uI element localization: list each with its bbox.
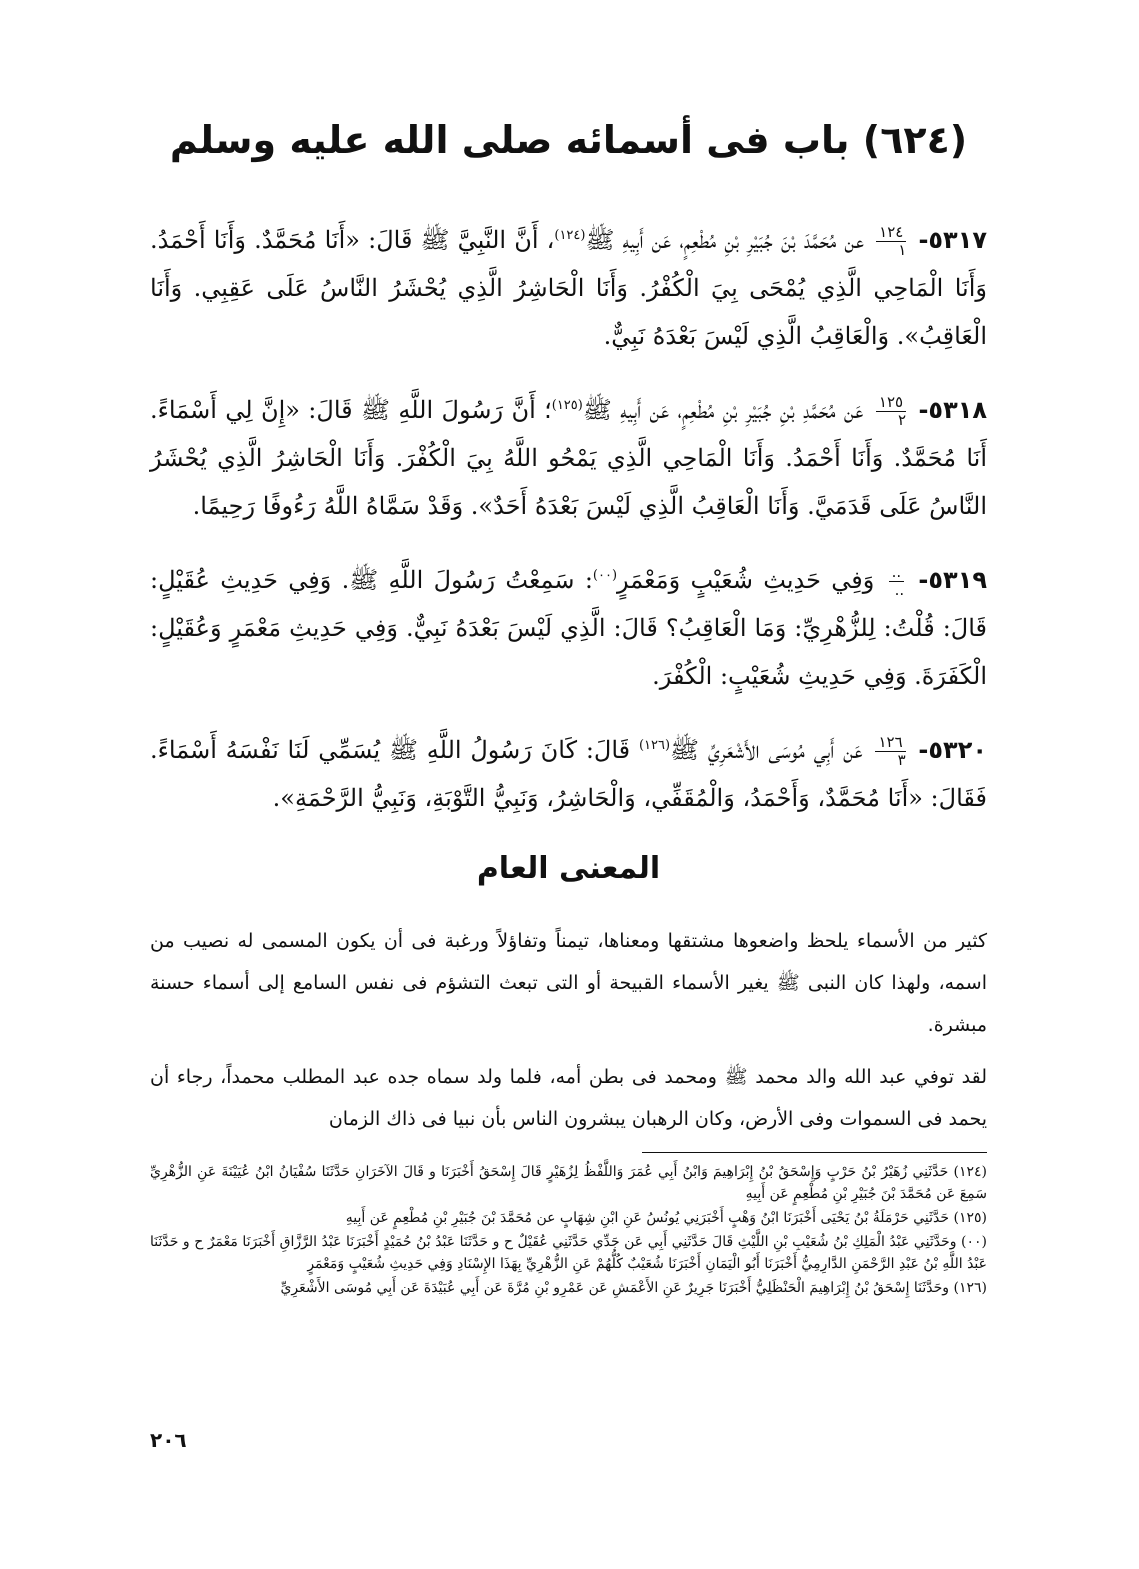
hadith-isnad: عن مُحَمَّدَ بْنَ جُبَيْرِ بْنِ مُطْعِمٍ، عَن أَبِيهِ ﷺ	[585, 226, 865, 254]
hadith-text: ؛ أَنَّ رَسُولَ اللَّهِ ﷺ قَالَ: «إِنَّ لِي أَسْمَاءً. أَنَا مُحَمَّدٌ. وَأَنَا أَحْمَدُ. وَأَنَا الْمَاحِي الَّذِي يَمْحُو اللَّهُ بِيَ الْكُفْرَ. وَأَنَا الْحَاشِرُ الَّذِي يُحْشَرُ النَّاسُ عَلَى قَدَمَيَّ. وَأَنَا الْعَاقِبُ الَّذِي لَيْسَ بَعْدَهُ أَحَدٌ». وَقَدْ سَمَّاهُ اللَّهُ رَءُوفًا رَحِيمًا.	[150, 396, 987, 520]
footnote-ref: (١٢٤)	[554, 228, 586, 243]
hadith-fraction	[889, 565, 905, 598]
footnote-124: (١٢٤) حَدَّثَنِي زُهَيْرُ بْنُ حَرْبٍ وَإِسْحَقُ بْنُ إِبْرَاهِيمَ وَابْنُ أَبِي عُمَرَ وَاللَّفْظُ لِزُهَيْرٍ قَالَ إِسْحَقُ أَخْبَرَنَا و قَالَ الآخَرَانِ حَدَّثَنَا سُفْيَانُ ابْنُ عُيَيْنَةَ عَنِ الزُّهْرِيِّ سَمِعَ عَن مُحَمَّدَ بْنَ جُبَيْرِ بْنِ مُطْعِمٍ عَن أَبِيهِ	[150, 1164, 987, 1202]
hadith-fraction	[875, 735, 905, 768]
commentary-paragraph: لقد توفي عبد الله والد محمد ﷺ ومحمد فى بطن أمه، فلما ولد سماه جده عبد المطلب محمداً، رجاء أن يحمد فى السموات وفى الأرض، وكان الرهبان يبشرون الناس بأن نبيا فى ذاك الزمان	[150, 1066, 987, 1130]
fraction-top: ..	[889, 565, 905, 582]
fraction-bottom: ١	[898, 241, 907, 259]
footnote-separator	[642, 1152, 987, 1153]
hadith-number: ٥٣١٨-	[918, 396, 988, 424]
hadith-isnad: عَن أَبِي مُوسَى الأَشْعَرِيِّ ﷺ	[670, 736, 863, 764]
hadith-number: ٥٣١٩-	[918, 566, 987, 594]
hadith-5320	[150, 722, 987, 822]
hadith-fraction	[876, 225, 906, 258]
hadith-text: قَالَ: كَانَ رَسُولُ اللَّهِ ﷺ يُسَمِّي لَنَا نَفْسَهُ أَسْمَاءً. فَقَالَ: «أَنَا مُحَمَّدٌ، وَأَحْمَدُ، وَالْمُقَفِّي، وَالْحَاشِرُ، وَنَبِيُّ التَّوْبَةِ، وَنَبِيُّ الرَّحْمَةِ».	[150, 736, 987, 812]
footnote-ref: (١٢٥)	[551, 398, 583, 413]
chapter-title: (٦٢٤) باب فى أسمائه صلى الله عليه وسلم	[169, 118, 968, 162]
fraction-bottom: ٢	[898, 411, 907, 429]
footnote-126: (١٢٦) وحَدَّثَنَا إِسْحَقُ بْنُ إِبْرَاهِيمَ الْحَنْظَلِيُّ أَخْبَرَنَا جَرِيرٌ عَنِ الأَعْمَشِ عَن عَمْرِو بْنِ مُرَّةَ عَن أَبِي عُبَيْدَةَ عَن أَبِي مُوسَى الأَشْعَرِيِّ	[280, 1280, 987, 1296]
hadith-5318	[150, 382, 987, 530]
fraction-top: ١٢٤	[876, 225, 906, 242]
hadith-isnad: وَفِي حَدِيثِ شُعَيْبٍ وَمَعْمَرٍ	[617, 566, 875, 594]
hadith-5317	[150, 212, 987, 360]
section-title: المعنى العام	[476, 851, 661, 886]
hadith-text: : سَمِعْتُ رَسُولَ اللَّهِ ﷺ. وَفِي حَدِيثِ عُقَيْلٍ: قَالَ: قُلْتُ: لِلزُّهْرِيِّ: وَمَا الْعَاقِبُ؟ قَالَ: الَّذِي لَيْسَ بَعْدَهُ نَبِيٌّ. وَفِي حَدِيثِ مَعْمَرٍ وَعُقَيْلٍ: الْكَفَرَةَ. وَفِي حَدِيثِ شُعَيْبٍ: الْكُفْرَ.	[150, 566, 987, 690]
commentary-paragraph: كثير من الأسماء يلحظ واضعوها مشتقها ومعناها، تيمناً وتفاؤلاً ورغبة فى أن يكون المسمى له نصيب من اسمه، ولهذا كان النبى ﷺ يغير الأسماء القبيحة أو التى تبعث التشؤم فى نفس السامع إلى أسماء حسنة مبشرة.	[150, 930, 987, 1036]
fraction-bottom: ..	[894, 581, 905, 599]
hadith-isnad: عَن مُحَمَّدِ بْنِ جُبَيْرِ بْنِ مُطْعِمٍ، عَن أَبِيهِ ﷺ	[582, 396, 864, 424]
fraction-top: ١٢٥	[876, 395, 906, 412]
footnote-125: (١٢٥) حَدَّثَنِي حَرْمَلَةُ بْنُ يَحْيَى أَخْبَرَنَا ابْنُ وَهْبٍ أَخْبَرَنِي يُونُسُ عَنِ ابْنِ شِهَابٍ عن مُحَمَّدَ بْنَ جُبَيْرِ بْنِ مُطْعِمٍ عَن أَبِيهِ	[345, 1210, 987, 1226]
footnote-00: (٠٠) وحَدَّثَنِي عَبْدُ الْمَلِكِ بْنُ شُعَيْبِ بْنِ اللَّيْثِ قَالَ حَدَّثَنِي أَبِي عَن جَدِّي حَدَّثَنِي عُقَيْلٌ ح و حَدَّثَنَا عَبْدُ بْنُ حُمَيْدٍ أَخْبَرَنَا عَبْدُ الرَّزَّاقِ أَخْبَرَنَا مَعْمَرٌ ح و حَدَّثَنَا عَبْدُ اللَّهِ بْنُ عَبْدِ الرَّحْمَنِ الدَّارِمِيُّ أَخْبَرَنَا أَبُو الْيَمَانِ أَخْبَرَنَا شُعَيْبٌ كُلُّهُمْ عَنِ الزُّهْرِيِّ بِهَذَا الإِسْنَادِ وَفِي حَدِيثِ شُعَيْبٍ وَمَعْمَرٍ	[150, 1234, 987, 1272]
fraction-top: ١٢٦	[875, 735, 905, 752]
hadith-number: ٥٣١٧-	[918, 226, 987, 254]
fraction-bottom: ٣	[897, 751, 906, 769]
hadith-fraction	[876, 395, 906, 428]
footnotes	[150, 1161, 987, 1299]
page-number: ٢٠٦	[150, 1428, 187, 1452]
footnote-ref: (١٢٦)	[638, 738, 671, 753]
hadith-5319	[150, 552, 987, 700]
hadith-number: ٥٣٢٠-	[918, 736, 987, 764]
hadith-text: ، أَنَّ النَّبِيَّ ﷺ قَالَ: «أَنَا مُحَمَّدٌ. وَأَنَا أَحْمَدُ. وَأَنَا الْمَاحِي الَّذِي يُمْحَى بِيَ الْكُفْرُ. وَأَنَا الْحَاشِرُ الَّذِي يُحْشَرُ النَّاسُ عَلَى عَقِبِي. وَأَنَا الْعَاقِبُ». وَالْعَاقِبُ الَّذِي لَيْسَ بَعْدَهُ نَبِيٌّ.	[150, 226, 987, 350]
footnote-ref: (٠٠)	[592, 568, 618, 583]
